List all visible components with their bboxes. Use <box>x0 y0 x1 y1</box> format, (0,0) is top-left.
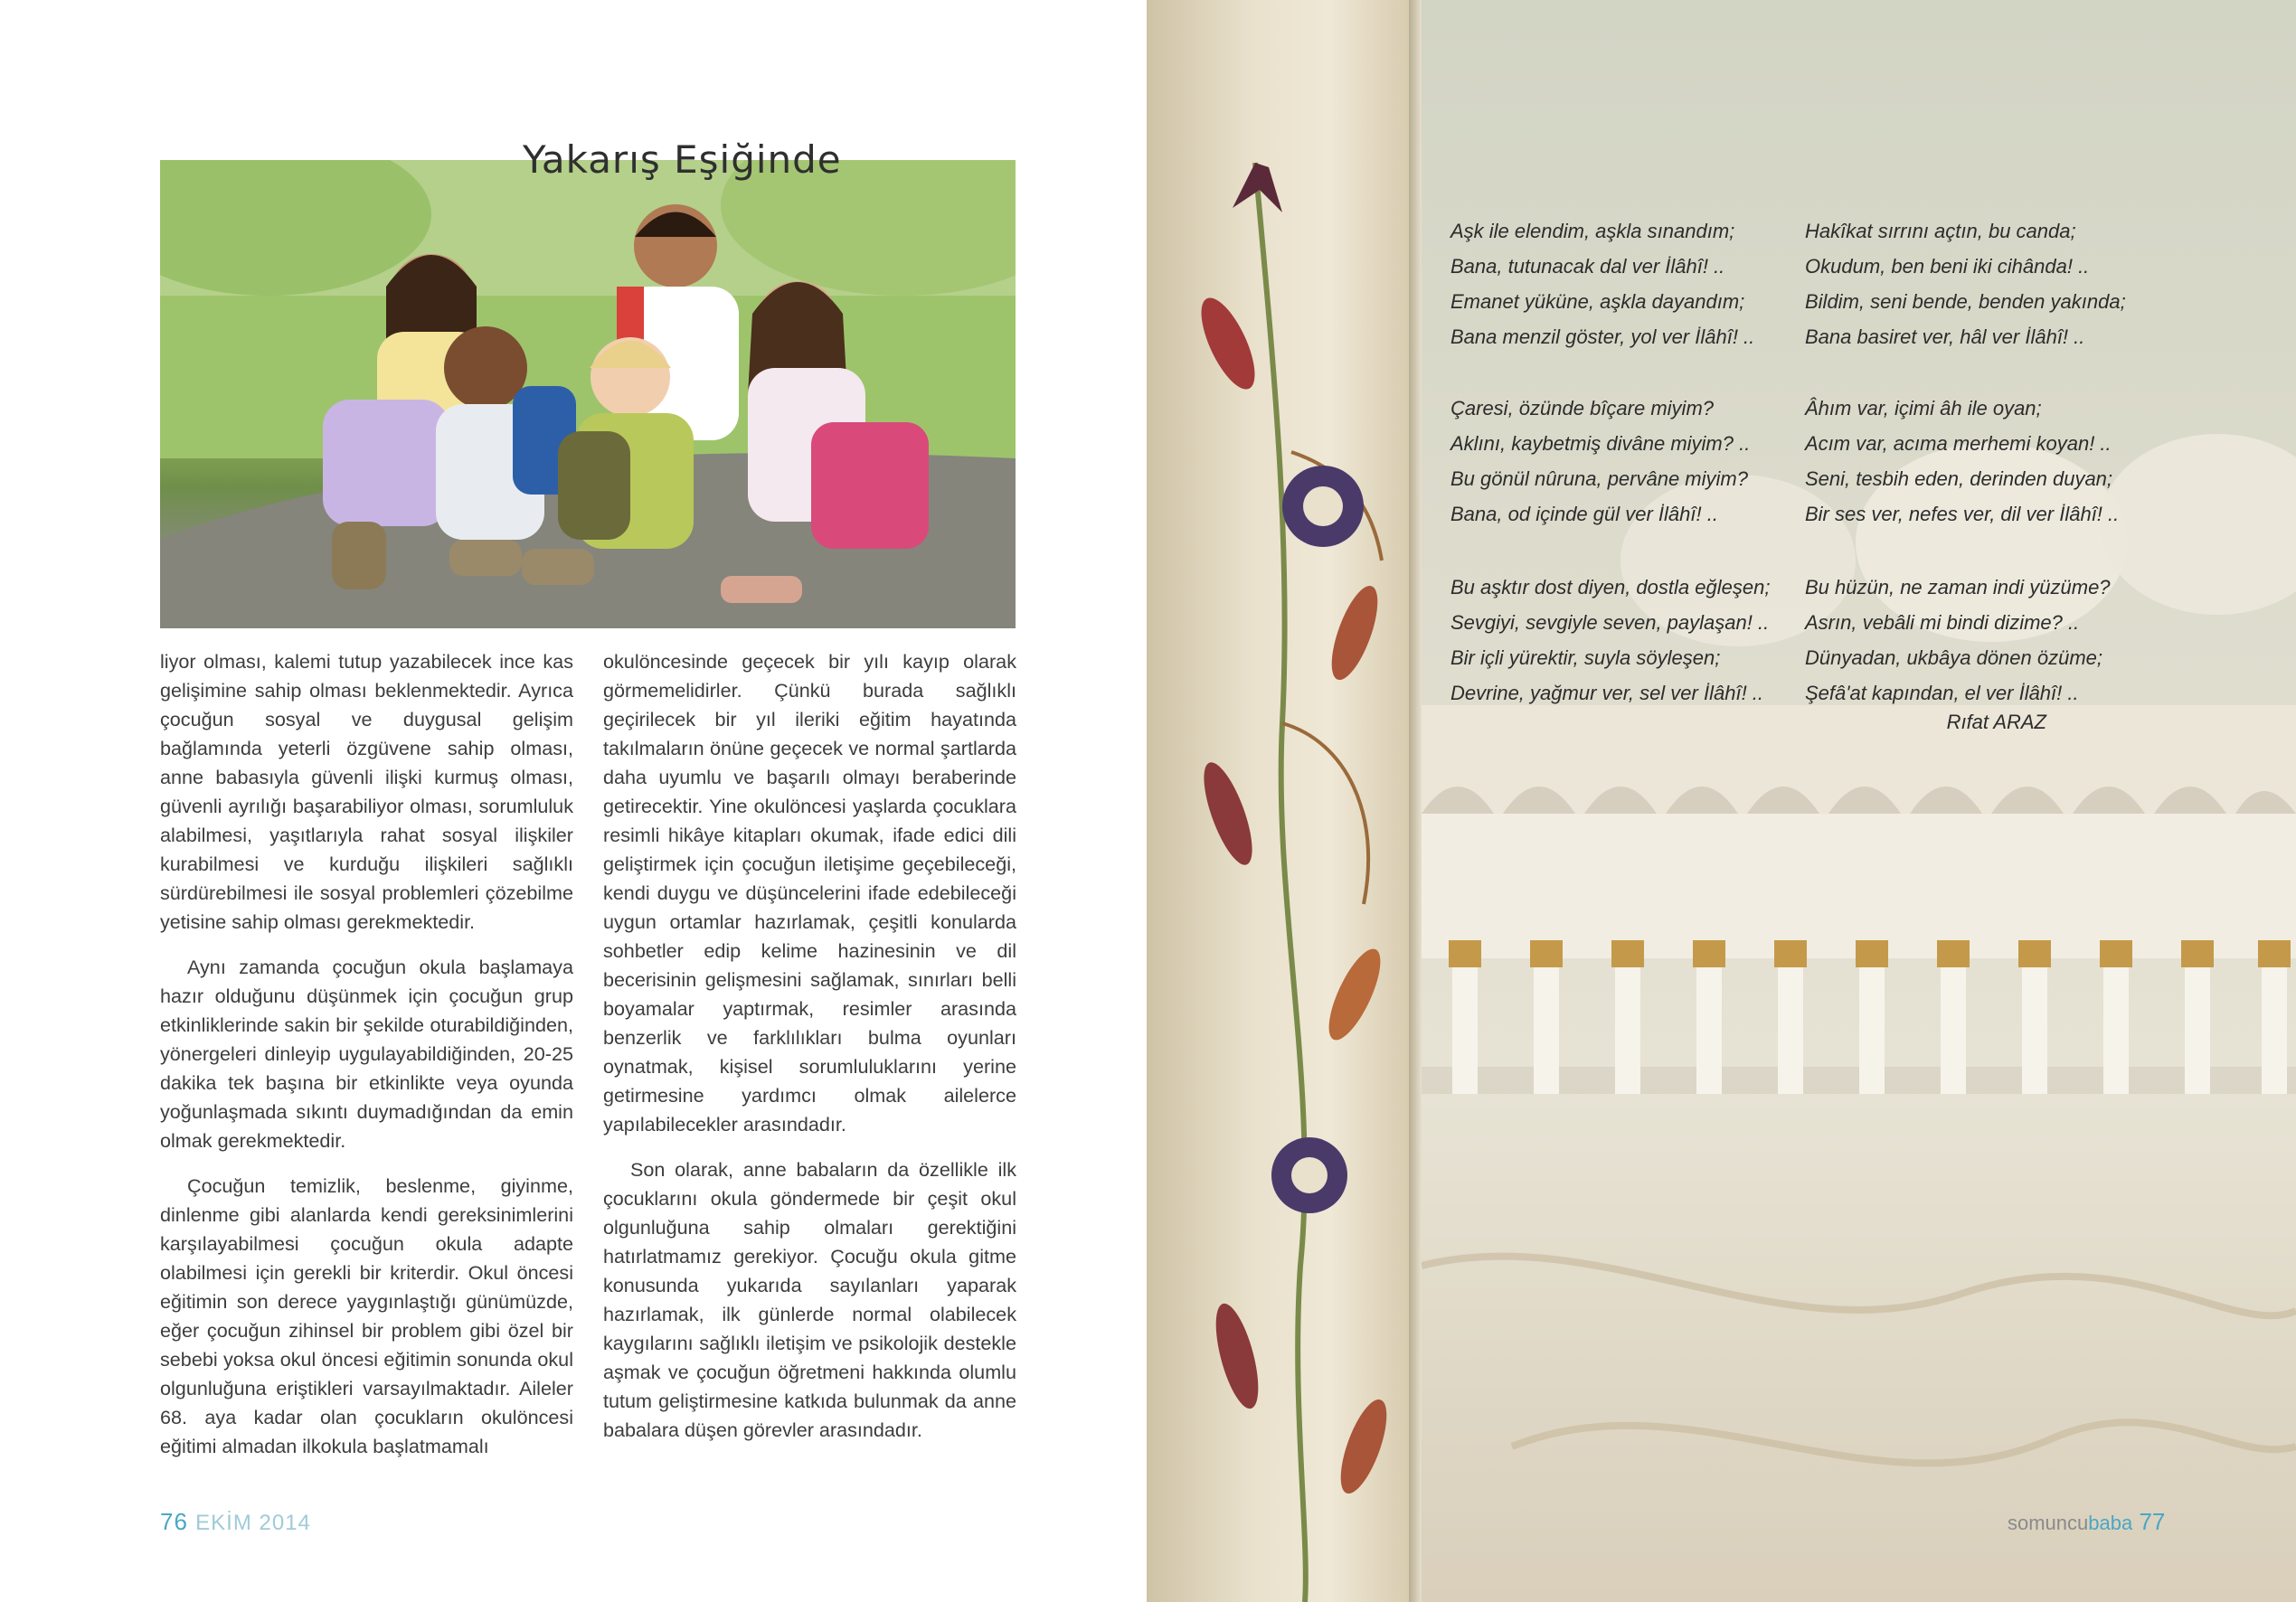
magazine-brand <box>2008 1512 2132 1534</box>
marble-pillar <box>1147 0 1409 1602</box>
poem-line: Bir ses ver, nefes ver, dil ver İlâhî! .. <box>1805 503 2120 525</box>
children-illustration <box>160 160 1016 628</box>
article-paragraph: Son olarak, anne babaların da özellikle ilk çocuklarını okula göndermede bir çeşit okul olgunluğuna sahip olmaları gerektiğini hatırlatmamız gerekiyor. Çocuğu okula gitme konusunda yukarıda sayılanları yaparak hazırlamak, ilk günlerde normal olabilecek kaygılarını sağlıklı iletişim ve psikolojik destekle aşmak ve çocuğun öğretmeni hakkında olumlu tutum geliştirmesine katkıda bulunmak da anne babalara düşen görevler arasındadır. <box>603 1158 1016 1441</box>
poem-line: Dünyadan, ukbâya dönen özüme; <box>1805 646 2103 669</box>
article-paragraph: liyor olması, kalemi tutup yazabilecek ince kas gelişimine sahip olması beklenmektedir. Ayrıca çocuğun sosyal ve duygusal gelişim bağlamında yeterli özgüvene sahip olması, anne babasıyla güvenli ilişki kurmuş olması, güvenli ayrılığı başarabiliyor olması, sorumluluk alabilmesi, yaşıtlarıyla rahat sosyal ilişkiler kurabilmesi ve kurduğu ilişkileri sağlıklı sürdürebilmesi ile sosyal problemleri çözebilme yetisine sahip olması gerekmektedir. <box>160 650 573 933</box>
floral-inlay-icon <box>1147 0 1409 1602</box>
poem-stanza <box>1805 391 2158 532</box>
poem-line: Bana basiret ver, hâl ver İlâhî! .. <box>1805 325 2085 348</box>
poem-line: Bu hüzün, ne zaman indi yüzüme? <box>1805 576 2111 598</box>
pillar-edge <box>1409 0 1422 1602</box>
poem-line: Aklını, kaybetmiş divâne miyim? .. <box>1450 432 1751 455</box>
article-paragraph: Aynı zamanda çocuğun okula başlamaya hazır olduğunu düşünmek için çocuğun grup etkinliklerinde sakin bir şekilde oturabildiğinden, yönergeleri dinleyip uygulayabildiğinden, 20-25 dakika tek başına bir etkinlikte veya oyunda yoğunlaşmada sıkıntı duymadığından da emin olmak gerekmektedir. <box>160 956 573 1152</box>
article-paragraph: okulöncesinde geçecek bir yılı kayıp olarak görmemelidirler. Çünkü burada sağlıklı geçirilecek bir yıl ileriki eğitim hayatında takılmaların önüne geçecek ve normal şartlarda daha uyumlu ve başarılı olmayı beraberinde getirecektir. Yine okulöncesi yaşlarda çocuklara resimli hikâye kitapları okumak, ifade edici dili geliştirmek için çocuğun iletişime geçebileceği, kendi duygu ve düşüncelerini ifade edebileceği uygun ortamlar hazırlamak, çeşitli konularda sohbetler edip kelime hazinesinin ve dil becerisinin gelişmesini sağlamak, sınırları belli boyamalar yaptırmak, resimler arasında benzerlik ve farklılıkları bulma oyunları oynatmak, kişisel sorumluluklarını yerine getirmesine yardımcı olmak ailelerce yapılabilecekler arasındadır. <box>603 650 1016 1136</box>
page-number: 76 <box>160 1508 188 1535</box>
page-folio-right <box>2008 1508 2165 1536</box>
page-number: 77 <box>2139 1508 2166 1535</box>
poem-line: Okudum, ben beni iki cihânda! .. <box>1805 255 2090 278</box>
poem-line: Emanet yüküne, aşkla dayandım; <box>1450 290 1745 313</box>
poem-line: Bildim, seni bende, benden yakında; <box>1805 290 2126 313</box>
poem-line: Çaresi, özünde bîçare miyim? <box>1450 397 1715 419</box>
poem-line: Acım var, acıma merhemi koyan! .. <box>1805 432 2112 455</box>
poem-stanza <box>1450 213 1803 354</box>
page-folio-left <box>160 1508 311 1536</box>
poem-line: Asrın, vebâli mi bindi dizime? .. <box>1805 611 2080 634</box>
poem-line: Bu aşktır dost diyen, dostla eğleşen; <box>1450 576 1771 598</box>
article-column-1 <box>160 647 573 1477</box>
poem-line: Hakîkat sırrını açtın, bu canda; <box>1805 220 2076 242</box>
poem-line: Sevgiyi, sevgiyle seven, paylaşan! .. <box>1450 611 1770 634</box>
poem-stanza <box>1450 570 1803 711</box>
left-page <box>0 0 1147 1602</box>
poem-stanza <box>1805 570 2158 711</box>
article-paragraph: Çocuğun temizlik, beslenme, giyinme, dinlenme gibi alanlarda kendi gereksinimlerini karşılayabilmesi çocuğun okula adapte olabilmesi için gerekli bir kriterdir. Okul öncesi eğitimin son derece yaygınlaştığı günümüzde, eğer çocuğun zihinsel bir problem gibi özel bir sebebi yoksa okul öncesi eğitimin sonunda okul olgunluğuna eriştikleri varsayılmaktadır. Aileler 68. aya kadar olan çocukların okulöncesi eğitimi almadan ilkokula başlatmamalı <box>160 1174 573 1457</box>
poem-line: Aşk ile elendim, aşkla sınandım; <box>1450 220 1735 242</box>
issue-date: EKİM 2014 <box>195 1511 311 1535</box>
poem-stanza <box>1450 391 1803 532</box>
poem-author: Rıfat ARAZ <box>1946 711 2046 733</box>
poem-line: Devrine, yağmur ver, sel ver İlâhî! .. <box>1450 682 1764 704</box>
poem-stanza <box>1805 213 2158 354</box>
children-photo <box>160 160 1016 628</box>
poem-line: Bana, tutunacak dal ver İlâhî! .. <box>1450 255 1725 278</box>
brand-prefix: somuncu <box>2008 1512 2089 1534</box>
article-column-2 <box>603 647 1016 1461</box>
poem-line: Bana menzil göster, yol ver İlâhî! .. <box>1450 325 1755 348</box>
brand-suffix: baba <box>2088 1512 2133 1534</box>
poem-line: Âhım var, içimi âh ile oyan; <box>1805 397 2042 419</box>
poem-line: Bu gönül nûruna, pervâne miyim? <box>1450 467 1748 490</box>
poem-line: Bana, od içinde gül ver İlâhî! .. <box>1450 503 1718 525</box>
poem-line: Şefâ'at kapından, el ver İlâhî! .. <box>1805 682 2079 704</box>
poem-line: Seni, tesbih eden, derinden duyan; <box>1805 467 2113 490</box>
poem-line: Bir içli yürektir, suyla söyleşen; <box>1450 646 1721 669</box>
poem-title: Yakarış Eşiğinde <box>523 137 842 182</box>
